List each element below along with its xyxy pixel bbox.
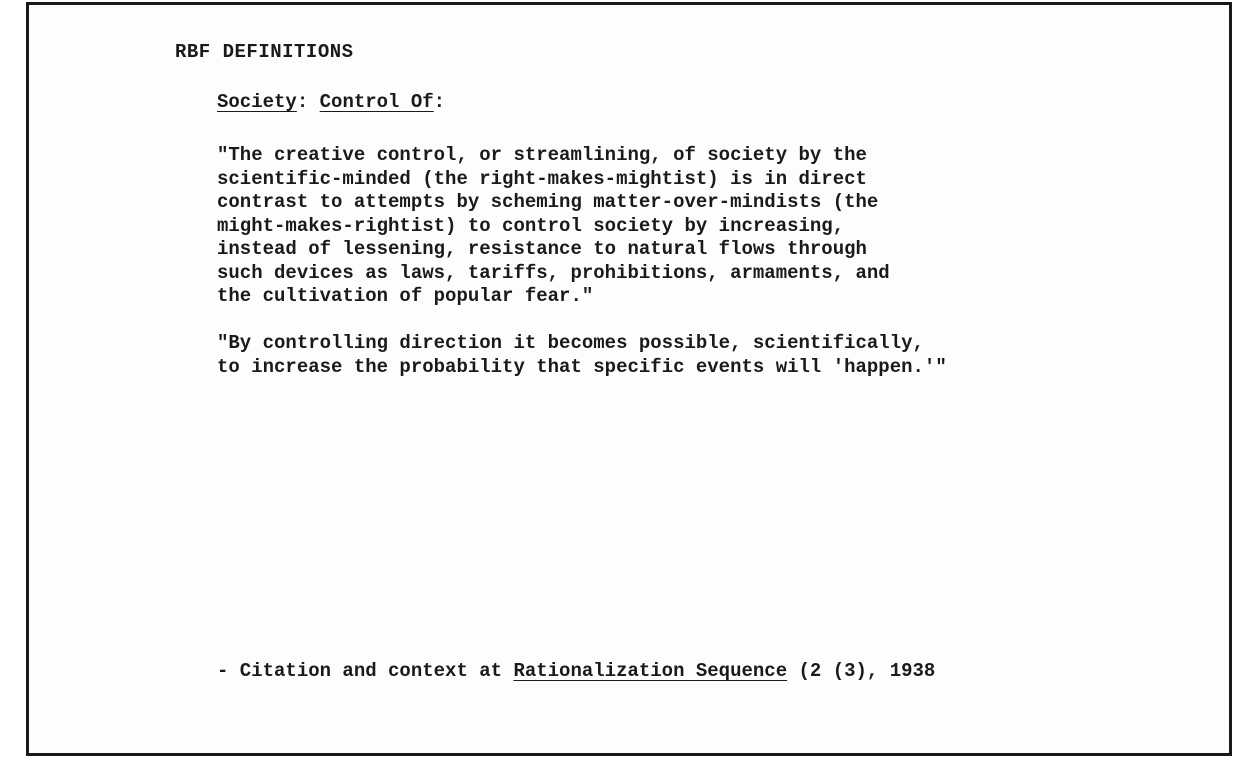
- quote-paragraph-2: "By controlling direction it becomes possible, scientifically, to increase the probability that specific events will 'happen.'": [217, 332, 947, 378]
- citation-source-link[interactable]: Rationalization Sequence: [513, 660, 788, 682]
- subject-separator: :: [296, 91, 320, 113]
- citation-line: [217, 660, 935, 682]
- subject-heading: [217, 91, 445, 113]
- quote-paragraph-1: "The creative control, or streamlining, of society by the scientific-minded (the right-makes-mightist) is in direct contrast to attempts by scheming matter-over-mindists (the might-makes-rightist) to control society by increasing, instead of lessening, resistance to natural flows through such devices as laws, tariffs, prohibitions, armaments, and the cultivation of popular fear.": [217, 144, 890, 307]
- subject-subterm: Control Of: [319, 91, 434, 113]
- card-header: RBF DEFINITIONS: [175, 41, 354, 63]
- citation-suffix: (2 (3), 1938: [787, 660, 936, 682]
- subject-term: Society: [217, 91, 297, 113]
- citation-prefix: - Citation and context at: [217, 660, 514, 682]
- subject-colon: :: [433, 91, 446, 113]
- definition-card: [26, 2, 1232, 756]
